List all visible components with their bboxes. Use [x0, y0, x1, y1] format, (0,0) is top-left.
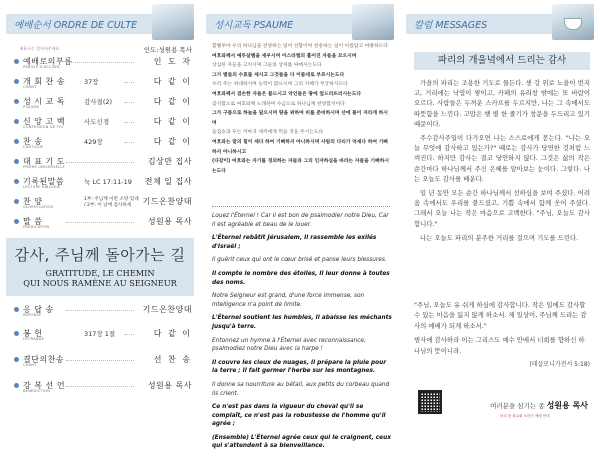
column-paragraph: 주수감사주일이 다가오면 나는 스스로에게 묻는다. "나는 오늘 무엇에 감사하고 있는가?" 때로는 감사가 당연한 것처럼 느껴진다. 하지만 감사는 결코 당연하지 않다. 그것은 삶의 작은 순간마다 하나님께서 주신 은혜를 알아보는 눈이다. 그렇다. 나는 오늘도 감사를 배운다.: [414, 134, 590, 183]
psalm-line-response: 여호와는 말의 힘이 세다 하여 기뻐하지 아니하시며 사람의 다리가 억세다 하여 기뻐하지 아니하시고: [212, 139, 388, 155]
header-photo: [152, 4, 194, 40]
order-item-detail: 감사절(2): [84, 98, 113, 106]
order-item-leader: 다 같 이: [153, 137, 192, 146]
order-item: [14, 56, 192, 70]
order-item-ko: 기록된말씀: [23, 177, 65, 186]
footer-note: 파리 한 불교회 오라인 예배 안내: [500, 414, 550, 418]
psalm-line-response: Il compte le nombre des étoiles, Il leur donne à toutes des noms.: [212, 270, 390, 286]
order-item: [14, 354, 192, 368]
coffee-cup-icon: [564, 18, 582, 30]
order-item-ko: 강 복 선 언: [23, 381, 66, 390]
dotted-leader: [124, 122, 134, 123]
order-item-ko: 개 회 찬 송: [23, 77, 66, 86]
psalm-line: Entonnez un hymne à l'Éternel avec reconnaissance, psalmodiez notre Dieu avec la harpe !: [212, 337, 366, 353]
dotted-leader: [124, 142, 134, 143]
psalm-line: Il donne sa nourriture au bétail, aux petits du corbeau quand ils crient.: [212, 381, 390, 397]
dotted-leader: [124, 82, 134, 83]
dotted-leader: [66, 222, 134, 223]
psalm-line: 상심한 자들을 고치시며 그들의 상처를 싸매시는도다: [212, 63, 322, 69]
dotted-leader: [66, 386, 134, 387]
column-paragraph: 나는 오늘도 파리의 분주한 거리를 걸으며 기도를 드린다.: [420, 233, 579, 242]
order-item-leader: 선 찬 송: [153, 355, 192, 364]
psalm-line-response: 그가 구름으로 하늘을 덮으시며 땅을 위하여 비를 준비하시며 산에 풀이 자라게 하시며: [212, 111, 388, 126]
order-list-top: [14, 46, 192, 229]
psalm-line-response: Ce n'est pas dans la vigueur du cheval qu'il se complaît, ce n'est pas la robustesse de l'homme qu'il agrée ;: [212, 404, 386, 428]
order-item-fr: CHANT: [23, 363, 37, 367]
order-item-leader: 다 같 이: [153, 329, 192, 338]
stand-note: ※표시는 일어서주세요: [20, 46, 60, 51]
signature-prefix: 여러분을 섬기는 종: [490, 402, 545, 410]
bullet-icon: [14, 59, 19, 64]
signature: [490, 400, 588, 411]
order-item-leader: 다 같 이: [153, 117, 192, 126]
order-item: [14, 196, 192, 210]
column-title: 파리의 개울녘에서 드리는 감사: [414, 52, 590, 70]
bullet-icon: [14, 139, 19, 144]
psalm-divider: [212, 206, 390, 207]
psalm-line: 들짐승과 우는 까마귀 새끼에게 먹을 것을 주시는도다: [212, 130, 324, 136]
order-item-leader: 인 도 자: [153, 57, 192, 66]
order-item: [14, 216, 192, 230]
order-header: [6, 14, 194, 34]
dotted-leader: [66, 62, 134, 63]
psalm-panel: [200, 0, 400, 450]
order-item-leader: 성원용 목사: [147, 381, 192, 390]
order-item-ko: 응 답 송: [23, 305, 54, 314]
order-item: [14, 156, 192, 170]
order-item-leader: 김상만 집사: [147, 157, 192, 166]
order-item-fr: CANTIQUE: [23, 145, 44, 149]
psalm-line-response: (다같이) 여호와는 자기를 경외하는 자들과 그의 인자하심을 바라는 자들을 기뻐하시는도다: [212, 159, 389, 174]
order-item: [14, 380, 192, 394]
order-item-fr: LECTURE BIBLIQUE: [23, 185, 61, 189]
psalm-line-response: 그가 별들의 수효를 세시고 그것들을 다 이름대로 부르시는도다: [212, 72, 345, 78]
order-item-ko: 결단의찬송: [23, 355, 65, 364]
order-item-detail: 사도신경: [84, 118, 110, 126]
psalm-line: 할렐루야 우리 하나님을 찬양하는 일이 선함이여 찬송하는 일이 아름답고 마땅하도다: [212, 44, 388, 49]
psalm-ko-text: [212, 42, 390, 176]
order-item-detail: 1부: 주님께 이만 소망 있네 / 2부: 이 날에 감사하세: [84, 197, 139, 208]
psalm-header-title: 성시교독 PSAUME: [214, 20, 294, 31]
order-header-title: 예배순서 ORDRE DE CULTE: [14, 20, 138, 31]
bullet-icon: [14, 119, 19, 124]
psalm-line-response: (Ensemble) L'Éternel agrée ceux qui le craignent, ceux qui s'attendent à sa bienveillance.: [212, 434, 391, 450]
order-item-ko: 말 씀: [23, 217, 43, 226]
psalm-header: [206, 14, 394, 34]
order-item-leader: 다 같 이: [153, 97, 192, 106]
order-list-bottom: [14, 304, 192, 414]
order-item: [14, 116, 192, 130]
sermon-title-box: [6, 238, 194, 296]
order-item-detail: 317장 1절: [84, 330, 116, 338]
psalm-line: Notre Seigneur est grand, d'une force immense, son intelligence n'a point de limite.: [212, 293, 365, 308]
psalm-line: Il guérit ceux qui ont le cœur brisé et panse leurs blessures.: [212, 257, 387, 264]
order-item-fr: RÉPONSE: [23, 313, 42, 317]
leader-label: 인도:성원용 목사: [143, 46, 192, 54]
order-item-detail: 37장: [84, 78, 99, 86]
messages-panel: [400, 0, 600, 424]
order-item-ko: 봉 헌: [23, 329, 43, 338]
order-item-ko: 신 앙 고 백: [23, 117, 66, 126]
bullet-icon: [14, 79, 19, 84]
psalm-fr-text: [212, 212, 392, 456]
bullet-icon: [14, 383, 19, 388]
prayer-block: [414, 300, 590, 374]
psalm-line-response: L'Éternel soutient les humbles, Il abaisse les méchants jusqu'à terre.: [212, 315, 392, 330]
order-item-fr: PAROLE D'ACCUEIL: [23, 65, 61, 69]
bullet-icon: [14, 159, 19, 164]
order-item-fr: CHANT: [23, 85, 37, 89]
header-photo: [352, 4, 394, 40]
coffee-cup-photo: [552, 4, 594, 40]
dotted-leader: [66, 360, 134, 361]
sermon-title-fr-line2: QUI NOUS RAMÈNE AU SEIGNEUR: [23, 278, 177, 288]
messages-header-title: 칼럼 MESSAGES: [414, 20, 488, 31]
column-paragraph: 일 년 동안 모든 순간 하나님께서 선하심을 보여 주셨다. 어려움 속에서도 우리를 붙드셨고, 기쁨 속에서 함께 웃어 주셨다. 그래서 오늘 나는 작은 마음으로 고백한다. "주님, 오늘도 감사합니다.": [414, 189, 590, 228]
bullet-icon: [14, 199, 19, 204]
order-item: [14, 304, 192, 318]
verse-reference: (데살로니가전서 5:18): [529, 361, 590, 369]
order-item-fr: CONFESSION DE FOI: [23, 125, 64, 129]
order-item-ko: 성 시 교 독: [23, 97, 66, 106]
psalm-line-response: 여호와께서 겸손한 자들은 붙드시고 악인들은 땅에 엎드러뜨리시는도다: [212, 91, 362, 97]
qr-code-icon[interactable]: [418, 390, 442, 414]
dotted-leader: [66, 162, 134, 163]
signature-name: 성원용 목사: [546, 401, 588, 410]
psalm-line-response: L'Éternel rebâtit Jérusalem, Il rassemble les exilés d'Israël ;: [212, 235, 377, 250]
order-item-fr: PRÉDICATION: [23, 225, 50, 229]
psalm-line-response: Il couvre les cieux de nuages, Il prépare la pluie pour la terre ; Il fait germer l'herbe sur les montagnes.: [212, 359, 387, 375]
order-item-ko: 예배로의부름: [23, 57, 73, 66]
order-item-leader: 기드온찬양대: [142, 197, 192, 206]
order-panel: [0, 0, 200, 424]
dotted-leader: [124, 102, 134, 103]
order-item-fr: PSAUME: [23, 105, 40, 109]
order-item-fr: GLORIFICATION: [23, 205, 54, 209]
psalm-line: 감사함으로 여호와께 노래하며 수금으로 하나님께 찬양할지어다: [212, 101, 345, 107]
sermon-title-fr-line1: GRATITUDE, LE CHEMIN: [45, 268, 155, 278]
sermon-title-ko: 감사, 주님께 돌아가는 길: [14, 246, 186, 264]
order-item-ko: 찬 양: [23, 197, 43, 206]
order-item-ko: 대 표 기 도: [23, 157, 66, 166]
psalm-line: 우리 주는 위대하시며 능력이 많으시며 그의 지혜가 무궁하시도다: [212, 82, 348, 88]
column-paragraph: 가을의 파리는 조용한 기도로 물든다. 센 강 위로 노을이 번지고, 거리에는 낙엽이 쌓이고, 카페의 유리창 밖에는 또 바람이 오르다. 사람들은 두꺼운 스카프를 두르지만, 나는 그 속에서도 따뜻함을 느낀다. 고맙은 햇 볕 한 줄기가 창문을 두드리고 있기 때문이다.: [414, 79, 590, 128]
prayer-text: "주님, 오늘도 유 쉬게 하심에 감사합니다. 작은 일에도 감사할 수 있는 마음을 잃지 않게 하소서. 제 일상이, 주님께 드리는 감사의 예배가 되게 하소서.": [414, 301, 587, 330]
bullet-icon: [14, 179, 19, 184]
order-item-detail: 눅 LC 17:11-19: [84, 178, 132, 186]
order-item-leader: 기드온찬양대: [142, 305, 192, 314]
order-item-leader: 성원용 목사: [147, 217, 192, 226]
column-body: [414, 78, 590, 247]
messages-header: [406, 14, 594, 34]
order-item-leader: 다 같 이: [153, 77, 192, 86]
bullet-icon: [14, 99, 19, 104]
dotted-leader: [66, 310, 134, 311]
order-item-leader: 전체 일 집사: [144, 177, 192, 186]
order-item: [14, 136, 192, 150]
order-item: [14, 76, 192, 90]
order-item-ko: 찬 송: [23, 137, 43, 146]
bullet-icon: [14, 307, 19, 312]
order-item-fr: PRIÈRE UNIVERSELLE: [23, 165, 65, 169]
order-item: [14, 96, 192, 110]
order-item-fr: BÉNÉDICTION: [23, 389, 51, 393]
order-item-detail: 429장: [84, 138, 103, 146]
order-item: [14, 328, 192, 342]
dotted-leader: [124, 334, 134, 335]
psalm-line: Louez l'Éternel ! Car il est bon de psalmodier notre Dieu, Car il est agréable et beau de le louer.: [212, 213, 389, 228]
bullet-icon: [14, 331, 19, 336]
bullet-icon: [14, 219, 19, 224]
order-item-fr: OFFRANDE: [23, 337, 45, 341]
psalm-line-response: 여호와께서 예루살렘을 세우시며 이스라엘의 흩어진 자들을 모으시며: [212, 53, 357, 59]
verse-text: 범사에 감사하라 이는 그리스도 예수 안에서 너희를 향하신 하나님의 뜻이니라.: [414, 336, 585, 355]
bullet-icon: [14, 357, 19, 362]
order-item: [14, 176, 192, 190]
